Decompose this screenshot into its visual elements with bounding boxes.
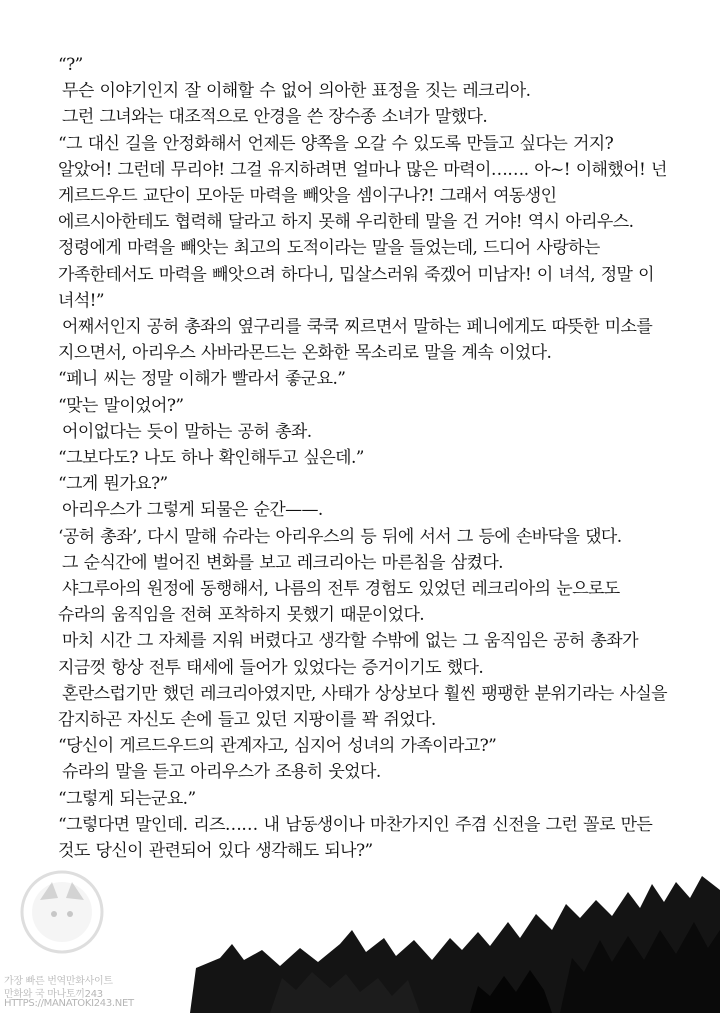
paragraph-14: 샤그루아의 원정에 동행해서, 나름의 전투 경험도 있었던 레크리아의 눈으로도 슈라의 움직임을 전혀 포착하지 못했기 때문이었다. [58, 579, 626, 626]
body-text [58, 52, 673, 864]
paragraph-15: 마치 시간 그 자체를 지워 버렸다고 생각할 수밖에 없는 그 움직임은 공허 총좌가 지금껏 항상 전투 태세에 들어가 있었다는 증거이기도 했다. [58, 631, 644, 678]
paragraph-5: 어째서인지 공허 총좌의 옆구리를 쿡쿡 찌르면서 말하는 페니에게도 따뜻한 미소를 지으면서, 아리우스 사바라몬드는 온화한 목소리로 말을 계속 이었다. [58, 317, 658, 364]
paragraph-3: 그런 그녀와는 대조적으로 안경을 쓴 장수종 소녀가 말했다. [62, 107, 488, 128]
paragraph-4: “그 대신 길을 안정화해서 언제든 양쪽을 오갈 수 있도록 만들고 싶다는 거지? 알았어! 그런데 무리야! 그걸 유지하려면 얼마나 많은 마력이……. 아~! 이해했어! 넌 게르드우드 교단이 모아둔 마력을 빼앗을 셈이구나?! 그래서 여동생인 에르시아한테도 협력해 달라고 하지 못해 우리한테 말을 건 거야! 역시 아리우스. 정령에게 마력을 빼앗는 최고의 도적이라는 말을 들었는데, 드디어 사랑하는 가족한테서도 마력을 빼앗으려 하다니, 밉살스러워 죽겠어 미남자! 이 녀석, 정말 이 녀석!” [58, 133, 673, 311]
paragraph-11: 아리우스가 그렇게 되물은 순간——. [62, 500, 323, 521]
paragraph-19: “그렇게 되는군요.” [58, 788, 196, 809]
paragraph-8: 어이없다는 듯이 말하는 공허 총좌. [62, 421, 312, 442]
paragraph-7: “맞는 말이었어?” [58, 395, 184, 416]
paragraph-12: ‘공허 총좌’, 다시 말해 슈라는 아리우스의 등 뒤에 서서 그 등에 손바닥을 댔다. [58, 526, 622, 547]
paragraph-18: 슈라의 말을 듣고 아리우스가 조용히 웃었다. [62, 762, 381, 783]
paragraph-6: “페니 씨는 정말 이해가 빨라서 좋군요.” [58, 369, 346, 390]
paragraph-17: “당신이 게르드우드의 관계자고, 심지어 성녀의 가족이라고?” [58, 736, 497, 757]
watermark-line-3: HTTPS://MANATOKI243.NET [4, 998, 134, 1009]
paragraph-10: “그게 뭔가요?” [58, 474, 168, 495]
paragraph-13: 그 순식간에 벌어진 변화를 보고 레크리아는 마른침을 삼켰다. [62, 552, 503, 573]
paragraph-1: “?” [58, 55, 83, 75]
paragraph-20: “그렇다면 말인데. 리즈…… 내 남동생이나 마찬가지인 주겸 신전을 그런 꼴로 만든 것도 당신이 관련되어 있다 생각해도 되나?” [58, 814, 659, 862]
paragraph-9: “그보다도? 나도 하나 확인해두고 싶은데.” [58, 448, 364, 469]
watermark-line-2: 만화와 국 마나토끼243 [4, 989, 103, 1000]
watermark-line-1: 가장 빠른 번역만화사이트 [4, 976, 113, 987]
paragraph-16: 혼란스럽기만 했던 레크리아였지만, 사태가 상상보다 훨씬 팽팽한 분위기라는 사실을 감지하곤 자신도 손에 들고 있던 지팡이를 꽉 쥐었다. [58, 683, 673, 731]
paragraph-2: 무슨 이야기인지 잘 이해할 수 없어 의아한 표정을 짓는 레크리아. [62, 81, 531, 102]
